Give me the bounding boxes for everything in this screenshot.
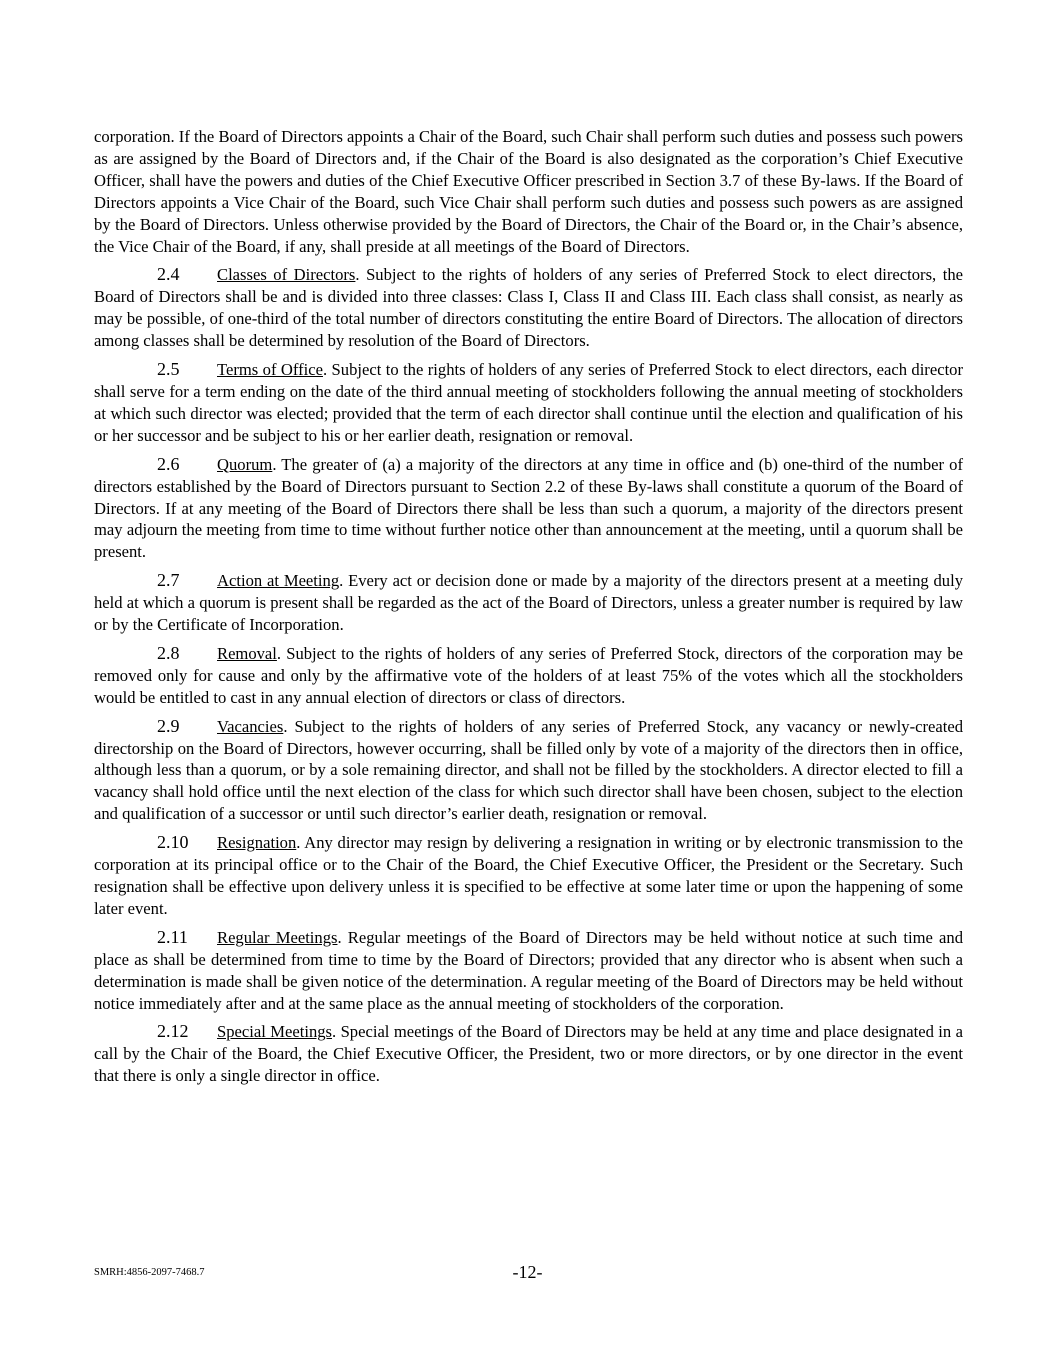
document-body: [94, 126, 963, 1094]
section-number: 2.5: [157, 359, 180, 380]
section-2-7: [94, 570, 963, 636]
page-number: -12-: [512, 1262, 543, 1282]
section-2-9: [94, 716, 963, 826]
section-number: 2.11: [157, 926, 188, 947]
section-number: 2.8: [157, 642, 180, 663]
section-text: . Any director may resign by delivering a resignation in writing or by electronic transmission to the corporation at its principal office or to the Chair of the Board, the Chief Executive Officer, the President or the Secretary. Such resignation shall be effective upon delivery unless it is specified to be effective at some later time or upon the happening of some later event.: [94, 833, 963, 918]
section-2-5: [94, 359, 963, 447]
section-text: . Subject to the rights of holders of any series of Preferred Stock to elect directors, each director shall serve for a term ending on the date of the third annual meeting of stockholders following the annual meeting of stockholders at which such director was elected; provided that the term of each director shall continue until the election and qualification of his or her successor and be subject to his or her earlier death, resignation or removal.: [94, 360, 963, 445]
section-number: 2.4: [157, 264, 180, 285]
section-text: . Subject to the rights of holders of any series of Preferred Stock, any vacancy or newly-created directorship on the Board of Directors, however occurring, shall be filled only by vote of a majority of the directors then in office, although less than a quorum, or by a sole remaining director, and shall not be filled by the stockholders. A director elected to fill a vacancy shall hold office until the next election of the class for which such director shall have been chosen, subject to the election and qualification of a successor or until such director’s earlier death, resignation or removal.: [94, 716, 963, 824]
section-title: Terms of Office: [217, 360, 323, 380]
section-text: . Subject to the rights of holders of any series of Preferred Stock, directors of the corporation may be removed only for cause and only by the affirmative vote of the holders of at least 75% of the votes which all the stockholders would be entitled to cast in any annual election of directors or class of directors.: [94, 643, 963, 707]
intro-paragraph: corporation. If the Board of Directors appoints a Chair of the Board, such Chair shall perform such duties and possess such powers as are assigned by the Board of Directors and, if the Chair of the Board is also designated as the corporation’s Chief Executive Officer, shall have the powers and duties of the Chief Executive Officer prescribed in Section 3.7 of these By-laws. If the Board of Directors appoints a Vice Chair of the Board, such Vice Chair shall perform such duties and possess such powers as are assigned by the Board of Directors. Unless otherwise provided by the Board of Directors, the Chair of the Board or, in the Chair’s absence, the Vice Chair of the Board, if any, shall preside at all meetings of the Board of Directors.: [94, 127, 963, 256]
section-title: Quorum: [217, 454, 273, 474]
section-2-6: [94, 454, 963, 564]
section-2-12: [94, 1021, 963, 1087]
section-2-8: [94, 643, 963, 709]
section-number: 2.12: [157, 1021, 189, 1042]
section-title: Classes of Directors: [217, 265, 356, 285]
section-title: Resignation: [217, 833, 297, 853]
section-number: 2.7: [157, 570, 180, 591]
section-text: . The greater of (a) a majority of the directors at any time in office and (b) one-third of the number of directors established by the Board of Directors pursuant to Section 2.2 of these By-laws shall constitute a quorum of the Board of Directors. If at any meeting of the Board of Directors there shall be less than such a quorum, a majority of the directors present may adjourn the meeting from time to time without further notice other than announcement at the meeting, until a quorum shall be present.: [94, 454, 963, 562]
section-text: . Subject to the rights of holders of any series of Preferred Stock to elect directors, the Board of Directors shall be and is divided into three classes: Class I, Class II and Class III. Each class shall consist, as nearly as may be possible, of one-third of the total number of directors constituting the entire Board of Directors. The allocation of directors among classes shall be determined by resolution of the Board of Directors.: [94, 265, 963, 351]
section-2-11: [94, 927, 963, 1015]
section-number: 2.6: [157, 453, 180, 474]
section-2-4: [94, 264, 963, 352]
section-text: . Every act or decision done or made by a majority of the directors present at a meeting duly held at which a quorum is present shall be regarded as the act of the Board of Directors, unless a greater number is required by law or by the Certificate of Incorporation.: [94, 571, 963, 635]
section-number: 2.10: [157, 832, 189, 853]
section-title: Action at Meeting: [217, 571, 340, 591]
section-number: 2.9: [157, 715, 180, 736]
section-title: Regular Meetings: [217, 927, 338, 947]
section-title: Removal: [217, 643, 277, 663]
section-text: . Special meetings of the Board of Directors may be held at any time and place designated in a call by the Chair of the Board, the Chief Executive Officer, the President, two or more directors, or by one director in the event that there is only a single director in office.: [94, 1022, 963, 1086]
section-text: . Regular meetings of the Board of Directors may be held without notice at such time and place as shall be determined from time to time by the Board of Directors; provided that any director who is absent when such a determination is made shall be given notice of the determination. A regular meeting of the Board of Directors may be held without notice immediately after and at the same place as the annual meeting of stockholders of the corporation.: [94, 927, 963, 1013]
footer-document-id: SMRH:4856-2097-7468.7: [94, 1267, 205, 1278]
section-title: Special Meetings: [217, 1022, 333, 1042]
section-title: Vacancies: [217, 716, 284, 736]
section-2-10: [94, 832, 963, 920]
